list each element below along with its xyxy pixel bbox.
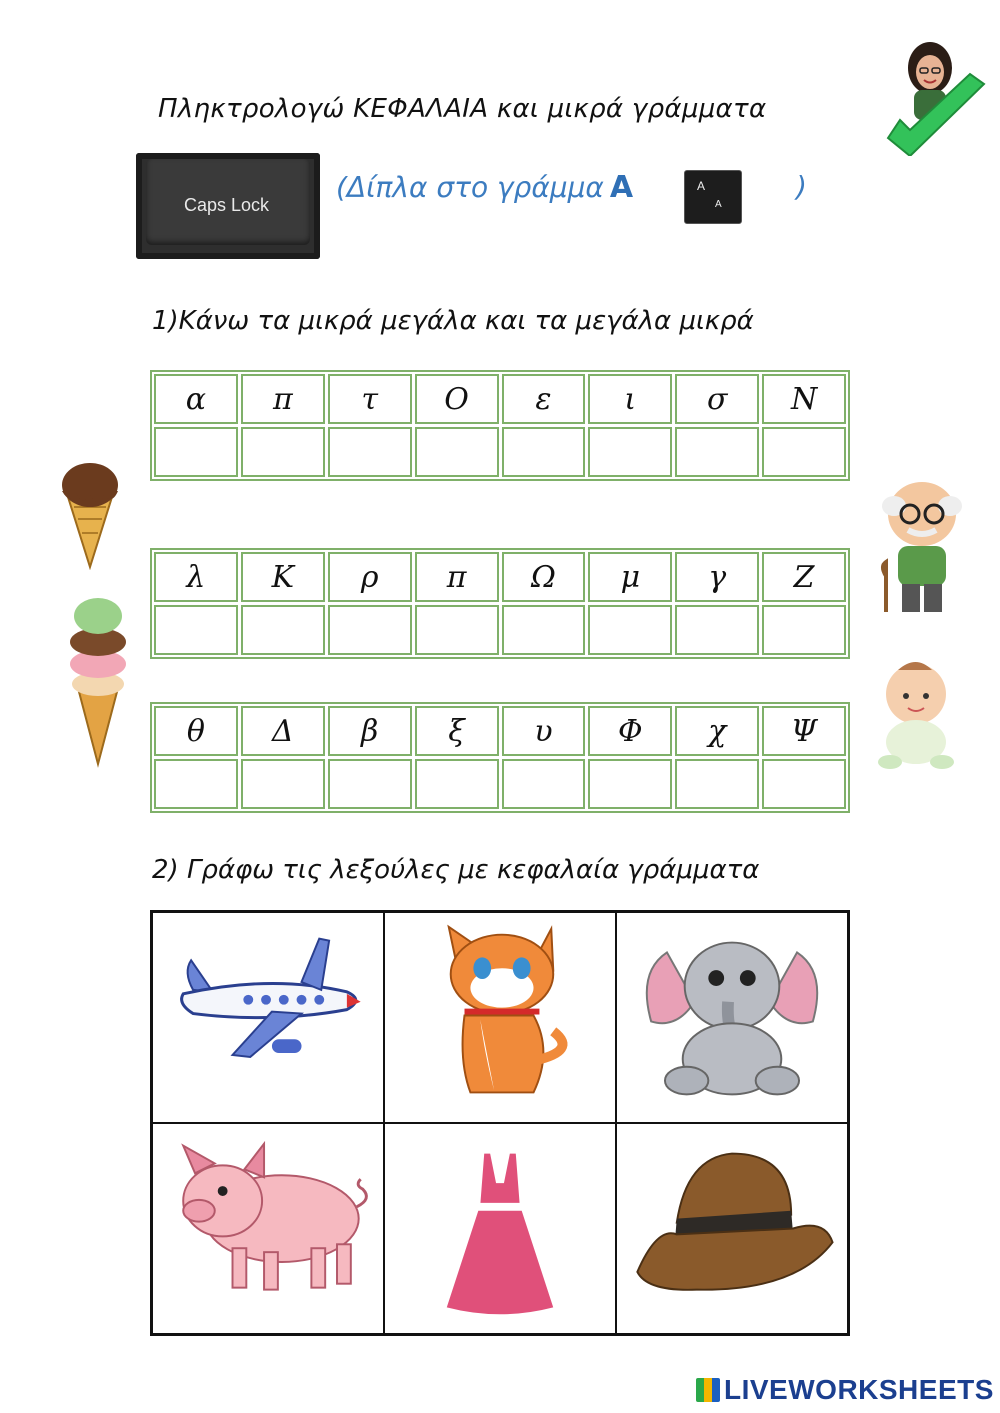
hat-icon xyxy=(617,1124,847,1333)
answer-input-cell[interactable] xyxy=(502,427,586,477)
picture-cell-hat xyxy=(616,1123,848,1334)
letter-grid-2 xyxy=(150,548,850,659)
letter-cell: Φ xyxy=(588,706,672,756)
letter-cell: ξ xyxy=(415,706,499,756)
letter-cell: μ xyxy=(588,552,672,602)
ice-cream-small-icon xyxy=(50,455,130,570)
answer-input-cell[interactable] xyxy=(588,605,672,655)
hint-letter: A xyxy=(609,170,634,205)
answer-input-cell[interactable] xyxy=(328,427,412,477)
letter-cell: π xyxy=(415,552,499,602)
picture-cell-elephant xyxy=(616,912,848,1123)
letter-cell: τ xyxy=(328,374,412,424)
answer-input-cell[interactable] xyxy=(154,605,238,655)
answer-input-cell[interactable] xyxy=(762,605,846,655)
answer-input-cell[interactable] xyxy=(241,427,325,477)
answer-input-cell[interactable] xyxy=(762,759,846,809)
answer-input-cell[interactable] xyxy=(675,605,759,655)
hint-open: (Δίπλα στο γράμμα xyxy=(336,171,604,204)
a-key-lower: A xyxy=(715,199,722,210)
answer-input-cell[interactable] xyxy=(502,759,586,809)
answer-input-cell[interactable] xyxy=(502,605,586,655)
cat-icon xyxy=(385,913,615,1122)
letter-cell: χ xyxy=(675,706,759,756)
letter-grid-1 xyxy=(150,370,850,481)
letter-cell: Κ xyxy=(241,552,325,602)
pig-icon xyxy=(153,1124,383,1333)
letter-cell: Ζ xyxy=(762,552,846,602)
letter-cell: ρ xyxy=(328,552,412,602)
letter-cell: γ xyxy=(675,552,759,602)
letter-cell: α xyxy=(154,374,238,424)
letter-cell: Ο xyxy=(415,374,499,424)
answer-input-cell[interactable] xyxy=(415,427,499,477)
letter-cell: β xyxy=(328,706,412,756)
caps-lock-label: Caps Lock xyxy=(184,195,270,215)
question-2: 2) Γράφω τις λεξούλες με κεφαλαία γράμματα xyxy=(152,855,760,885)
answer-input-cell[interactable] xyxy=(588,427,672,477)
letter-cell: Ω xyxy=(502,552,586,602)
grandpa-icon xyxy=(864,476,976,616)
picture-cell-pig xyxy=(152,1123,384,1334)
letter-cell: θ xyxy=(154,706,238,756)
a-key-image xyxy=(684,170,742,224)
hint-close: ) xyxy=(796,170,807,203)
picture-table xyxy=(150,910,850,1336)
brand-text: LIVEWORKSHEETS xyxy=(724,1374,994,1405)
picture-cell-dress xyxy=(384,1123,616,1334)
ice-cream-tall-icon xyxy=(62,592,134,768)
answer-input-cell[interactable] xyxy=(762,427,846,477)
letter-grid-3 xyxy=(150,702,850,813)
letter-cell: π xyxy=(241,374,325,424)
letter-cell: ε xyxy=(502,374,586,424)
answer-input-cell[interactable] xyxy=(415,605,499,655)
liveworksheets-logo xyxy=(696,1374,994,1406)
answer-input-cell[interactable] xyxy=(154,759,238,809)
answer-input-cell[interactable] xyxy=(415,759,499,809)
airplane-icon xyxy=(153,913,383,1122)
liveworksheets-logo-icon xyxy=(696,1378,720,1402)
answer-input-cell[interactable] xyxy=(154,427,238,477)
picture-cell-cat xyxy=(384,912,616,1123)
teacher-avatar-icon xyxy=(884,38,988,156)
answer-input-cell[interactable] xyxy=(328,759,412,809)
worksheet-title: Πληκτρολογώ ΚΕΦΑΛΑΙΑ και μικρά γράμματα xyxy=(158,94,767,124)
letter-cell: σ xyxy=(675,374,759,424)
answer-input-cell[interactable] xyxy=(241,759,325,809)
answer-input-cell[interactable] xyxy=(675,427,759,477)
question-1: 1)Κάνω τα μικρά μεγάλα και τα μεγάλα μικρά xyxy=(152,306,754,336)
answer-input-cell[interactable] xyxy=(588,759,672,809)
baby-icon xyxy=(866,654,966,772)
hint-text xyxy=(336,170,807,205)
letter-cell: ι xyxy=(588,374,672,424)
a-key-upper: A xyxy=(697,179,706,193)
answer-input-cell[interactable] xyxy=(328,605,412,655)
caps-lock-key-image xyxy=(136,153,320,259)
letter-cell: υ xyxy=(502,706,586,756)
elephant-icon xyxy=(617,913,847,1122)
letter-cell: Ψ xyxy=(762,706,846,756)
letter-cell: Ν xyxy=(762,374,846,424)
letter-cell: Δ xyxy=(241,706,325,756)
dress-icon xyxy=(385,1124,615,1333)
picture-cell-airplane xyxy=(152,912,384,1123)
answer-input-cell[interactable] xyxy=(241,605,325,655)
answer-input-cell[interactable] xyxy=(675,759,759,809)
letter-cell: λ xyxy=(154,552,238,602)
